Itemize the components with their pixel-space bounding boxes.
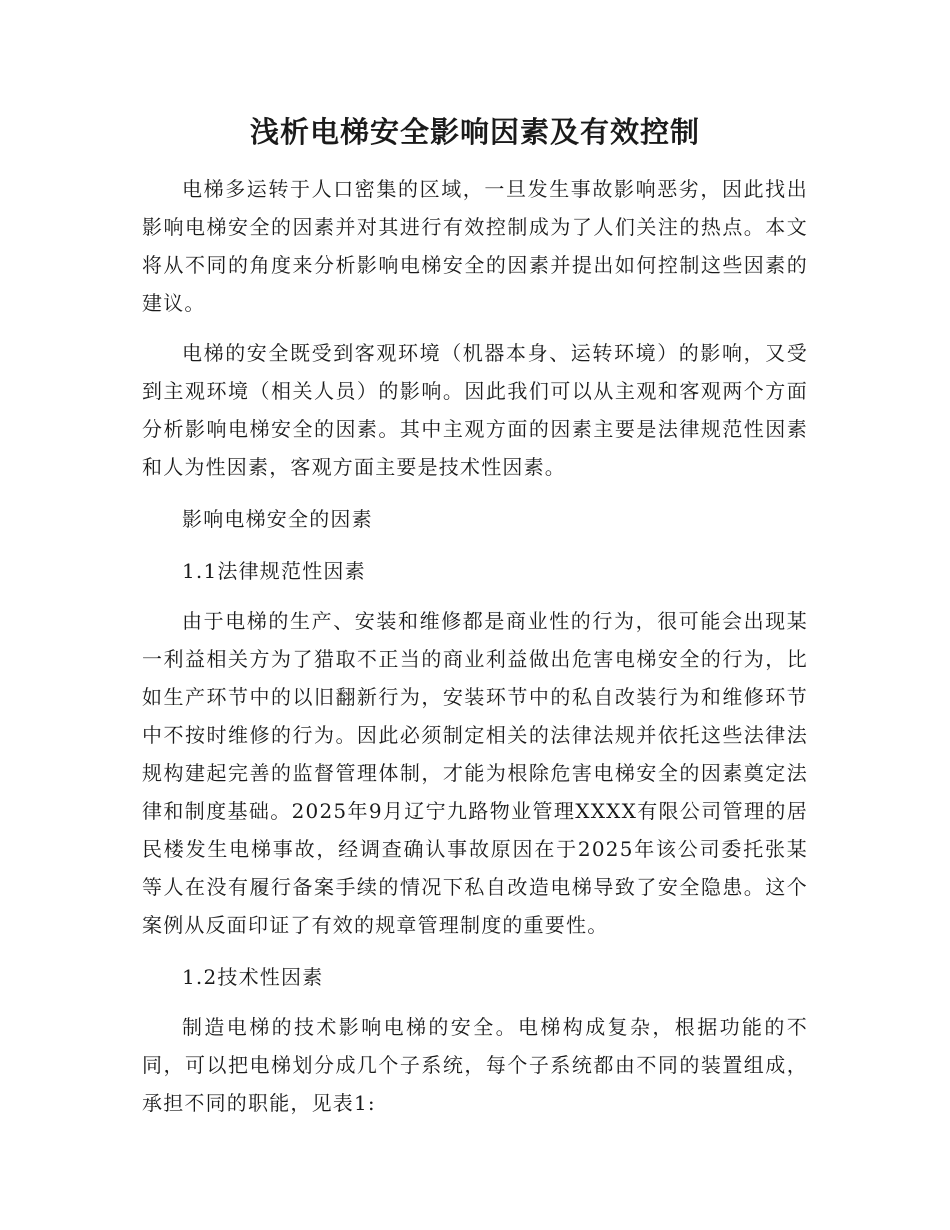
section-heading: 影响电梯安全的因素 [182,507,373,531]
document-page [142,108,808,1122]
subsection-heading-legal: 1.1法律规范性因素 [182,559,366,583]
legal-factors-paragraph: 由于电梯的生产、安装和维修都是商业性的行为，很可能会出现某一利益相关方为了猎取不正当的商业利益做出危害电梯安全的行为，比如生产环节中的以旧翻新行为，安装环节中的私自改装行为和维修环节中不按时维修的行为。因此必须制定相关的法律法规并依托这些法律法规构建起完善的监督管理体制，才能为根除危害电梯安全的因素奠定法律和制度基础。2025年9月辽宁九路物业管理XXXX有限公司管理的居民楼发生电梯事故，经调查确认事故原因在于2025年该公司委托张某等人在没有履行备案手续的情况下私自改造电梯导致了安全隐患。这个案例从反面印证了有效的规章管理制度的重要性。 [142,609,808,937]
technical-factors-paragraph: 制造电梯的技术影响电梯的安全。电梯构成复杂，根据功能的不同，可以把电梯划分成几个子系统，每个子系统都由不同的装置组成，承担不同的职能，见表1: [142,1015,808,1115]
document-title: 浅析电梯安全影响因素及有效控制 [249,115,700,149]
intro-paragraph: 电梯多运转于人口密集的区域，一旦发生事故影响恶劣，因此找出影响电梯安全的因素并对其进行有效控制成为了人们关注的热点。本文将从不同的角度来分析影响电梯安全的因素并提出如何控制这些因素的建议。 [142,177,808,315]
subsection-heading-technical: 1.2技术性因素 [182,965,324,989]
overview-paragraph: 电梯的安全既受到客观环境（机器本身、运转环境）的影响，又受到主观环境（相关人员）的影响。因此我们可以从主观和客观两个方面分析影响电梯安全的因素。其中主观方面的因素主要是法律规范性因素和人为性因素，客观方面主要是技术性因素。 [142,341,808,479]
